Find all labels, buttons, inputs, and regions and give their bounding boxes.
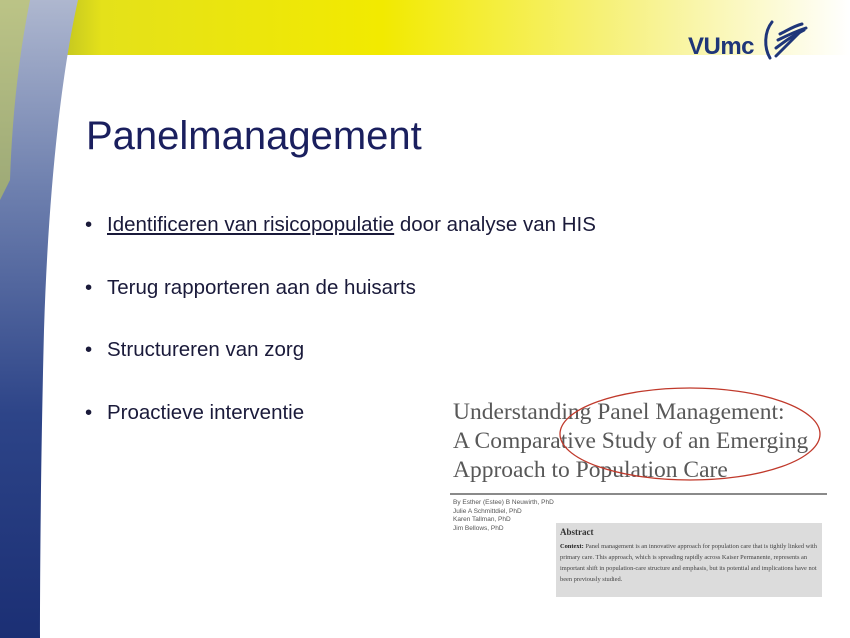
- paper-title-line: Understanding Panel Management:: [453, 399, 785, 425]
- bullet-text: Structureren van zorg: [107, 338, 305, 361]
- bullet-text: Terug rapporteren aan de huisarts: [107, 275, 416, 299]
- bullet-dot: •: [85, 213, 93, 236]
- abstract-body: [560, 541, 820, 585]
- bullet-dot: •: [85, 275, 93, 299]
- abstract-text: Panel management is an innovative approach for population care that is tightly linked with primary care. This approach, which is spreading rapidly across Kaiser Permanente, represents an important shift in population-care structure and emphasis, but its potential and implications have not been previously studied.: [560, 543, 817, 583]
- paper-title-line: Approach to Population Care: [453, 457, 728, 483]
- paper-author: Jim Bellows, PhD: [453, 524, 504, 532]
- logo-wave-icon: [760, 18, 810, 62]
- paper-abstract-box: [556, 523, 822, 597]
- left-color-band: [0, 0, 80, 638]
- abstract-heading: Abstract: [560, 527, 594, 537]
- paper-title-line: A Comparative Study of an Emerging: [453, 428, 809, 454]
- bullet-item: [85, 276, 596, 339]
- slide-title: Panelmanagement: [86, 114, 422, 158]
- paper-authors: [453, 499, 554, 533]
- bullet-text: Proactieve interventie: [107, 400, 305, 424]
- vumc-logo: [688, 18, 818, 62]
- logo-text: VUmc: [688, 33, 755, 60]
- bullet-underlined-text: Identificeren van risicopopulatie: [107, 213, 395, 236]
- bullet-dot: •: [85, 338, 93, 361]
- bullet-item: [85, 213, 596, 276]
- bullet-dot: •: [85, 400, 93, 424]
- paper-author: Karen Tallman, PhD: [453, 516, 511, 523]
- bullet-text: door analyse van HIS: [394, 213, 596, 236]
- abstract-lead: Context:: [560, 543, 584, 550]
- highlight-ellipse: [555, 385, 825, 485]
- paper-author: By Esther (Estee) B Neuwirth, PhD: [453, 499, 554, 506]
- paper-author: Julie A Schmittdiel, PhD: [453, 507, 522, 515]
- paper-divider: [450, 493, 827, 495]
